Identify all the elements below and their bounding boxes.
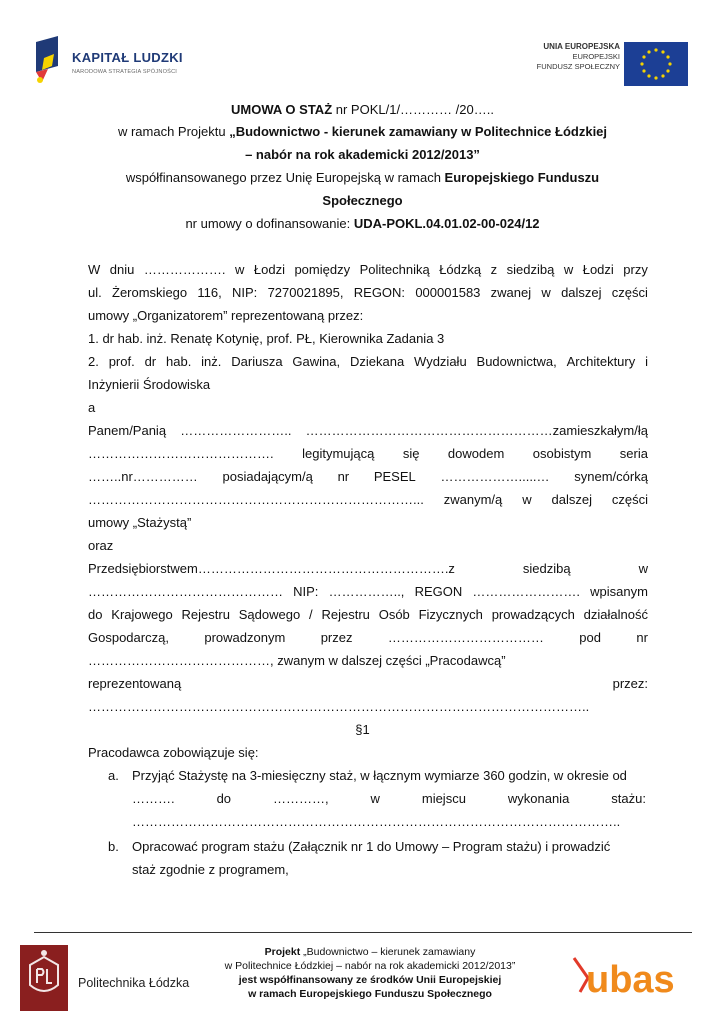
word: Łodzi bbox=[582, 262, 614, 277]
word: przez: bbox=[612, 676, 648, 691]
word: dalszej bbox=[551, 492, 592, 507]
word: inż. bbox=[201, 354, 222, 369]
conjunction-oraz: oraz bbox=[88, 538, 114, 553]
word: dniu bbox=[109, 262, 135, 277]
grant-number-line bbox=[60, 216, 665, 231]
word: 116, bbox=[197, 285, 222, 300]
word: działalność bbox=[583, 607, 648, 622]
intern-parent-line bbox=[88, 492, 648, 507]
footer-line-4: w ramach Europejskiego Funduszu Społecznego bbox=[248, 988, 492, 1000]
word: ……………………………………… bbox=[88, 584, 283, 599]
section-heading: §1 bbox=[355, 722, 370, 737]
obligation-b-line-1: Opracować program stażu (Załącznik nr 1 do Umowy – Program stażu) i prowadzić bbox=[132, 839, 611, 854]
eu-line-2: EUROPEJSKI bbox=[572, 52, 620, 61]
contract-title-number: nr POKL/1/………… /20….. bbox=[332, 102, 494, 117]
word: w bbox=[234, 262, 245, 277]
eu-text bbox=[510, 42, 620, 72]
word: Osób bbox=[378, 607, 410, 622]
representative-1: 1. dr hab. inż. Renatę Kotynię, prof. PŁ, Kierownika Zadania 3 bbox=[88, 331, 445, 346]
word: …………, bbox=[272, 791, 329, 806]
word: dowodem bbox=[447, 446, 505, 461]
list-marker-b: b. bbox=[108, 839, 119, 854]
project-name: „Budownictwo - kierunek zamawiany w Politechnice Łódzkiej bbox=[229, 124, 608, 139]
word: w bbox=[563, 262, 574, 277]
word: Łodzi bbox=[253, 262, 285, 277]
word: pomiędzy bbox=[294, 262, 351, 277]
ubas-logo bbox=[572, 948, 694, 1004]
word: Gospodarczą, bbox=[88, 630, 169, 645]
word: 000001583 bbox=[415, 285, 481, 300]
word: osobistym bbox=[532, 446, 592, 461]
word: Rejestru bbox=[181, 607, 230, 622]
word: prowadzących bbox=[491, 607, 575, 622]
eu-logo bbox=[510, 30, 700, 92]
word: Architektury bbox=[566, 354, 636, 369]
word: …………….., bbox=[328, 584, 405, 599]
word: Przedsiębiorstwem………………………………………………….z bbox=[88, 561, 455, 576]
grant-number-label: nr umowy o dofinansowanie: bbox=[185, 216, 354, 231]
employer-name-line bbox=[88, 561, 648, 576]
word: prof. bbox=[108, 354, 135, 369]
word: NIP: bbox=[232, 285, 258, 300]
footer-project-label: Projekt bbox=[264, 946, 301, 958]
word: ………………. bbox=[143, 262, 226, 277]
word: do bbox=[88, 607, 103, 622]
eu-flag-icon bbox=[624, 42, 688, 86]
employer-representative-line bbox=[88, 676, 648, 691]
kapital-ludzki-logo bbox=[32, 36, 232, 92]
grant-number: UDA-POKL.04.01.02-00-024/12 bbox=[353, 216, 540, 231]
word: przez bbox=[320, 630, 353, 645]
word: NIP: bbox=[293, 584, 319, 599]
representative-2 bbox=[88, 354, 648, 369]
word: części bbox=[611, 492, 648, 507]
para-date bbox=[88, 262, 648, 277]
para-address bbox=[88, 285, 648, 300]
word: seria bbox=[619, 446, 648, 461]
word: ul. bbox=[88, 285, 102, 300]
obligation-a-line-3: ………………………………………………………………………………………………….. bbox=[132, 814, 621, 829]
cofinance-prefix: współfinansowanego przez Unię Europejską w ramach bbox=[125, 170, 445, 185]
project-line-2 bbox=[60, 147, 665, 162]
word: w bbox=[638, 561, 648, 576]
conjunction-a: a bbox=[88, 400, 96, 415]
employer-designation: ……………………………………, zwanym w dalszej części „Pracodawcą” bbox=[88, 653, 506, 668]
word: części bbox=[611, 285, 648, 300]
footer-line-3: jest współfinansowany ze środków Unii Europejskiej bbox=[238, 974, 502, 986]
word: PESEL bbox=[373, 469, 416, 484]
word: się bbox=[402, 446, 420, 461]
employer-obligations-intro: Pracodawca zobowiązuje się: bbox=[88, 745, 259, 760]
kapital-ludzki-emblem-icon bbox=[32, 36, 62, 88]
word: prowadzonym bbox=[204, 630, 286, 645]
project-line bbox=[60, 124, 665, 139]
word: Żeromskiego bbox=[112, 285, 188, 300]
word: Krajowego bbox=[111, 607, 173, 622]
word: Sądowego bbox=[238, 607, 301, 622]
word: …………………………………………………zamieszkałym/łą bbox=[305, 423, 648, 438]
footer-line-1 bbox=[170, 946, 570, 958]
kapital-ludzki-title: KAPITAŁ LUDZKI bbox=[72, 50, 183, 65]
project-line-prefix: w ramach Projektu bbox=[117, 124, 230, 139]
word: miejscu bbox=[421, 791, 466, 806]
footer-project-name: „Budownictwo – kierunek zamawiany bbox=[300, 946, 476, 958]
intern-name-line bbox=[88, 423, 648, 438]
word: Dziekana bbox=[349, 354, 405, 369]
word: / bbox=[309, 607, 313, 622]
word: nr bbox=[636, 630, 648, 645]
word: posiadającym/ą bbox=[222, 469, 313, 484]
word: zwanym/ą bbox=[443, 492, 503, 507]
word: wykonania bbox=[507, 791, 570, 806]
word: …………………………………………………………………... bbox=[88, 492, 424, 507]
word: 2. bbox=[88, 354, 99, 369]
word: wpisanym bbox=[590, 584, 648, 599]
project-name-cont: – nabór na rok akademicki 2012/2013” bbox=[245, 147, 480, 162]
word: legitymującą bbox=[302, 446, 375, 461]
list-marker-a: a. bbox=[108, 768, 119, 783]
ubas-wordmark: ubas bbox=[586, 959, 675, 1001]
word: hab. bbox=[166, 354, 192, 369]
word: ……………………………… bbox=[387, 630, 544, 645]
obligation-b-line-2: staż zgodnie z programem, bbox=[132, 862, 289, 877]
word: dalszej bbox=[561, 285, 602, 300]
word: ……………….....… bbox=[440, 469, 550, 484]
politechnika-lodzka-emblem-icon bbox=[20, 945, 68, 1011]
employer-registry-line-2 bbox=[88, 630, 648, 645]
intern-id-line bbox=[88, 446, 648, 461]
cofinance-line-2 bbox=[60, 193, 665, 208]
word: z bbox=[490, 262, 498, 277]
word: ……………………. bbox=[472, 584, 580, 599]
word: Politechniką bbox=[359, 262, 430, 277]
word: reprezentowaną bbox=[88, 676, 182, 691]
intern-pesel-line bbox=[88, 469, 648, 484]
word: i bbox=[645, 354, 648, 369]
para-organizer: umowy „Organizatorem” reprezentowaną przez: bbox=[88, 308, 364, 323]
cofinance-line bbox=[60, 170, 665, 185]
employer-registry-line bbox=[88, 607, 648, 622]
word: do bbox=[216, 791, 232, 806]
obligation-a-line-2 bbox=[132, 791, 646, 806]
word: Wydziału bbox=[414, 354, 467, 369]
cofinance-fund: Europejskiego Funduszu bbox=[444, 170, 600, 185]
contract-title-bold: UMOWA O STAŻ bbox=[231, 102, 333, 117]
employer-representative-blank: …………………………………………………………………………………………………….. bbox=[88, 699, 590, 714]
word: siedzibą bbox=[506, 262, 555, 277]
eu-line-3: FUNDUSZ SPOŁECZNY bbox=[536, 62, 620, 71]
footer-line-2: w Politechnice Łódzkiej – nabór na rok akademicki 2012/2013” bbox=[224, 960, 516, 972]
word: Rejestru bbox=[321, 607, 370, 622]
word: Panem/Panią bbox=[88, 423, 167, 438]
word: W bbox=[88, 262, 101, 277]
word: ……………………………………. bbox=[88, 446, 274, 461]
word: Gawina, bbox=[292, 354, 341, 369]
word: REGON: bbox=[353, 285, 406, 300]
employer-nip-line bbox=[88, 584, 648, 599]
word: REGON bbox=[414, 584, 463, 599]
word: …………………….. bbox=[180, 423, 292, 438]
word: pod bbox=[579, 630, 601, 645]
word: w bbox=[370, 791, 380, 806]
word: 7270021895, bbox=[267, 285, 344, 300]
word: synem/córką bbox=[574, 469, 648, 484]
politechnika-lodzka-name: Politechnika Łódzka bbox=[78, 976, 190, 990]
cofinance-fund-cont: Społecznego bbox=[322, 193, 403, 208]
word: stażu: bbox=[611, 791, 646, 806]
kapital-ludzki-subtitle: NARODOWA STRATEGIA SPÓJNOŚCI bbox=[72, 69, 178, 75]
word: ……..nr…………… bbox=[88, 469, 198, 484]
word: w bbox=[541, 285, 551, 300]
intern-designation: umowy „Stażystą” bbox=[88, 515, 192, 530]
word: nr bbox=[337, 469, 350, 484]
word: Fizycznych bbox=[418, 607, 483, 622]
representative-2-cont: Inżynierii Środowiska bbox=[88, 377, 211, 392]
word: Budownictwa, bbox=[476, 354, 557, 369]
word: Dariusza bbox=[231, 354, 283, 369]
word: siedzibą bbox=[522, 561, 571, 576]
obligation-a-line-1: Przyjąć Stażystę na 3-miesięczny staż, w łącznym wymiarze 360 godzin, w okresie od bbox=[132, 768, 627, 783]
word: przy bbox=[623, 262, 648, 277]
contract-title bbox=[60, 102, 665, 117]
footer-divider bbox=[34, 932, 692, 933]
word: dr bbox=[144, 354, 157, 369]
word: Łódzką bbox=[439, 262, 482, 277]
eu-line-1: UNIA EUROPEJSKA bbox=[543, 42, 620, 51]
word: ………. bbox=[132, 791, 175, 806]
word: zwanej bbox=[490, 285, 532, 300]
word: w bbox=[522, 492, 532, 507]
